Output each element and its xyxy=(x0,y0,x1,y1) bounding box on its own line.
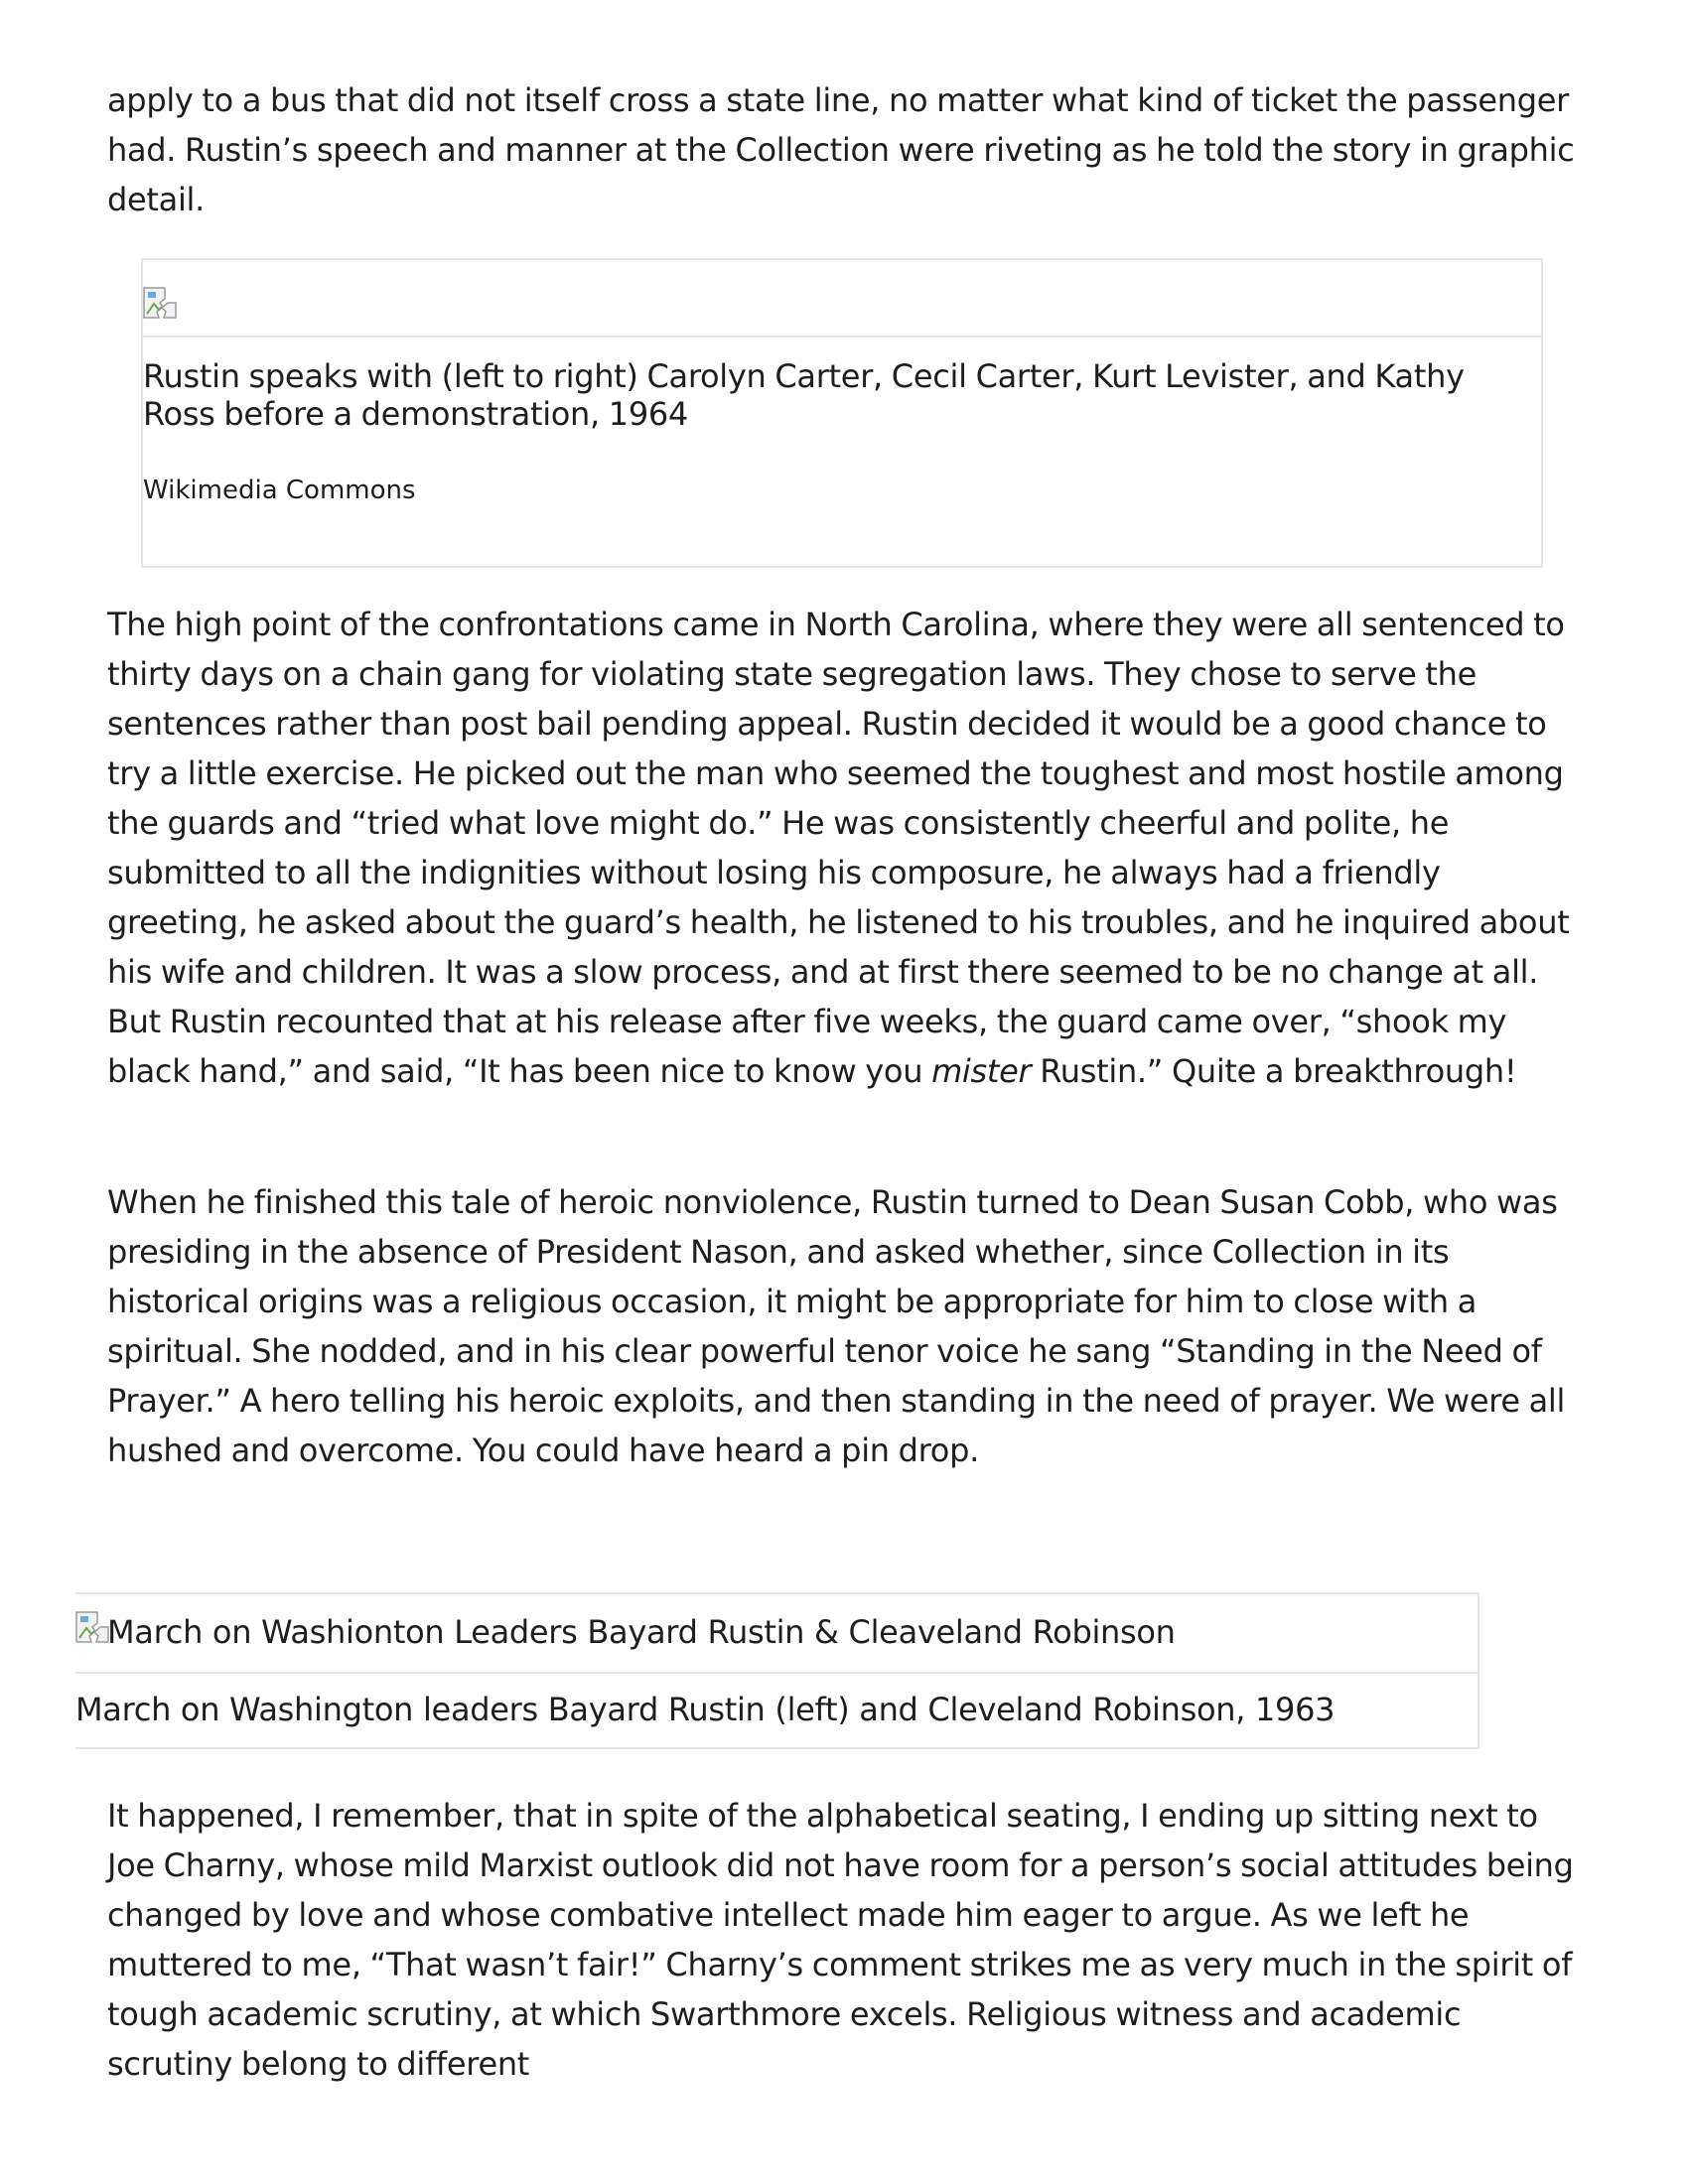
figure-credit: Wikimedia Commons xyxy=(143,476,416,505)
broken-image-icon xyxy=(75,1610,109,1644)
figure-caption: March on Washington leaders Bayard Rustin (left) and Cleveland Robinson, 1963 xyxy=(75,1691,1336,1728)
paragraph-2: The high point of the confrontations came in North Carolina, where they were all sentenced to thirty days on a chain gang for violating state segregation laws. They chose to serve the sentences rather than post bail pending appeal. Rustin decided it would be a good chance to try a little exercise. He picked out the man who seemed the toughest and most hostile among the guards and “tried what love might do.” He was consistently cheerful and polite, he submitted to all the indignities without losing his composure, he always had a friendly greeting, he asked about the guard’s health, he listened to his troubles, and he inquired about his wife and children. It was a slow process, and at first there seemed to be no change at all. But Rustin recounted that at his release after five weeks, the guard came over, “shook my black hand,” and said, “It has been nice to know you mister Rustin.” Quite a breakthrough! xyxy=(107,606,1570,1090)
figure-march-on-washington xyxy=(75,1592,1479,1749)
broken-image-icon xyxy=(143,286,177,320)
figure-caption: Rustin speaks with (left to right) Carolyn Carter, Cecil Carter, Kurt Levister, and Kathy Ross before a demonstration, 1964 xyxy=(143,357,1465,433)
paragraph-4: It happened, I remember, that in spite of the alphabetical seating, I ending up sitting next to Joe Charny, whose mild Marxist outlook did not have room for a person’s social attitudes being changed by love and whose combative intellect made him eager to argue. As we left he muttered to me, “That wasn’t fair!” Charny’s comment strikes me as very much in the spirit of tough academic scrutiny, at which Swarthmore excels. Religious witness and academic scrutiny belong to different xyxy=(107,1797,1574,2083)
figure-image-placeholder xyxy=(143,260,1541,338)
image-alt-text: March on Washionton Leaders Bayard Rustin & Cleaveland Robinson xyxy=(107,1613,1176,1651)
figure-image-placeholder xyxy=(75,1594,1477,1674)
emphasis-mister: mister xyxy=(931,1052,1032,1090)
paragraph-3: When he finished this tale of heroic nonviolence, Rustin turned to Dean Susan Cobb, who was presiding in the absence of President Nason, and asked whether, since Collection in its historical origins was a religious occasion, it might be appropriate for him to close with a spiritual. She nodded, and in his clear powerful tenor voice he sang “Standing in the Need of Prayer.” A hero telling his heroic exploits, and then standing in the need of prayer. We were all hushed and overcome. You could have heard a pin drop. xyxy=(107,1183,1566,1469)
paragraph-1: apply to a bus that did not itself cross a state line, no matter what kind of ticket the passenger had. Rustin’s speech and manner at the Collection were riveting as he told the story in graphic detail. xyxy=(107,81,1575,218)
figure-rustin-demonstration xyxy=(141,258,1543,568)
